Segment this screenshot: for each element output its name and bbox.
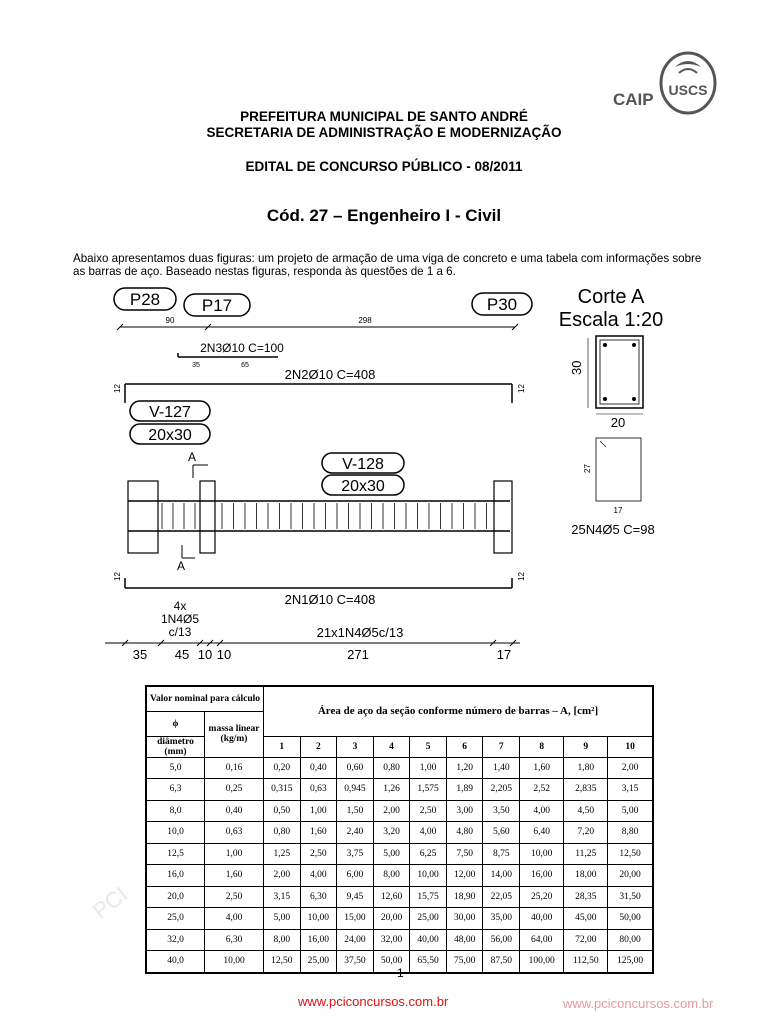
- area-cell: 6,00: [337, 865, 374, 887]
- dim-bottom-10b: 10: [216, 647, 232, 662]
- area-cell: 5,00: [373, 843, 410, 865]
- diameter-cell: 20,0: [146, 886, 205, 908]
- area-cell: 1,575: [410, 779, 447, 801]
- header-massa: massa linear (kg/m): [205, 711, 264, 757]
- logo-badge-text: USCS: [668, 82, 708, 98]
- area-cell: 1,20: [446, 757, 483, 779]
- area-cell: 9,45: [337, 886, 374, 908]
- header-line-2: SECRETARIA DE ADMINISTRAÇÃO E MODERNIZAÇÃO: [206, 125, 562, 140]
- table-row: [146, 865, 653, 887]
- area-cell: 64,00: [520, 929, 564, 951]
- area-cell: 2,835: [564, 779, 608, 801]
- stirrups-left-2: 1N4Ø5: [160, 612, 200, 626]
- cut-a-bottom: A: [177, 559, 186, 573]
- area-cell: 12,60: [373, 886, 410, 908]
- footer-link-center[interactable]: www.pciconcursos.com.br: [298, 994, 449, 1009]
- area-cell: 15,75: [410, 886, 447, 908]
- area-cell: 12,00: [446, 865, 483, 887]
- dim-bottom-17: 17: [496, 647, 512, 662]
- diameter-cell: 8,0: [146, 800, 205, 822]
- dim-35-small: 35: [192, 362, 200, 369]
- header-valor-nominal: Valor nominal para cálculo: [146, 686, 264, 711]
- area-cell: 65,50: [410, 951, 447, 973]
- area-cell: 40,00: [520, 908, 564, 930]
- section-title-1: Corte A: [577, 286, 645, 308]
- area-cell: 31,50: [608, 886, 653, 908]
- diameter-cell: 5,0: [146, 757, 205, 779]
- area-cell: 20,00: [608, 865, 653, 887]
- header-line-1: PREFEITURA MUNICIPAL DE SANTO ANDRÉ: [240, 109, 528, 124]
- header-line-3: EDITAL DE CONCURSO PÚBLICO - 08/2011: [245, 159, 523, 174]
- stirrups-left-1: 4x: [173, 599, 187, 613]
- diameter-cell: 32,0: [146, 929, 205, 951]
- area-cell: 6,40: [520, 822, 564, 844]
- column-header-bars: 2: [300, 736, 337, 757]
- area-cell: 80,00: [608, 929, 653, 951]
- column-header-bars: 3: [337, 736, 374, 757]
- column-header-bars: 10: [608, 736, 653, 757]
- table-row: [146, 757, 653, 779]
- area-cell: 2,52: [520, 779, 564, 801]
- page-title: Cód. 27 – Engenheiro I - Civil: [266, 206, 502, 225]
- area-cell: 8,80: [608, 822, 653, 844]
- area-cell: 12,50: [264, 951, 301, 973]
- area-cell: 15,00: [337, 908, 374, 930]
- area-cell: 14,00: [483, 865, 520, 887]
- area-cell: 87,50: [483, 951, 520, 973]
- dim-12-c: 12: [113, 572, 122, 581]
- area-cell: 5,60: [483, 822, 520, 844]
- mass-cell: 1,00: [205, 843, 264, 865]
- area-cell: 2,205: [483, 779, 520, 801]
- mass-cell: 0,16: [205, 757, 264, 779]
- area-cell: 0,63: [300, 779, 337, 801]
- area-cell: 30,00: [446, 908, 483, 930]
- area-cell: 32,00: [373, 929, 410, 951]
- area-cell: 8,75: [483, 843, 520, 865]
- header-phi: ϕ: [146, 711, 205, 736]
- dim-12-d: 12: [517, 572, 526, 581]
- area-cell: 25,20: [520, 886, 564, 908]
- area-cell: 16,00: [520, 865, 564, 887]
- area-cell: 2,50: [410, 800, 447, 822]
- bar-2n3-label: 2N3Ø10 C=100: [200, 341, 284, 355]
- dim-298: 298: [358, 316, 372, 325]
- column-header-bars: 1: [264, 736, 301, 757]
- header-diametro: diâmetro (mm): [146, 736, 205, 757]
- area-cell: 2,00: [264, 865, 301, 887]
- area-cell: 18,90: [446, 886, 483, 908]
- v128-label: V-128: [342, 456, 384, 473]
- area-cell: 3,20: [373, 822, 410, 844]
- column-header-bars: 6: [446, 736, 483, 757]
- mass-cell: 1,60: [205, 865, 264, 887]
- area-cell: 50,00: [608, 908, 653, 930]
- dim-bottom-45: 45: [174, 647, 190, 662]
- v127-size: 20x30: [148, 427, 192, 444]
- area-cell: 2,00: [373, 800, 410, 822]
- page-number: 1: [397, 966, 404, 980]
- column-header-bars: 8: [520, 736, 564, 757]
- area-cell: 6,25: [410, 843, 447, 865]
- column-header-bars: 9: [564, 736, 608, 757]
- area-cell: 1,50: [337, 800, 374, 822]
- caip-uscs-logo: [605, 45, 720, 115]
- v127-label: V-127: [149, 404, 191, 421]
- area-cell: 0,945: [337, 779, 374, 801]
- section-h27: 27: [583, 464, 592, 473]
- area-cell: 25,00: [410, 908, 447, 930]
- stirrups-left-3: c/13: [168, 625, 192, 639]
- column-header-bars: 7: [483, 736, 520, 757]
- dim-12-a: 12: [113, 384, 122, 393]
- area-cell: 4,80: [446, 822, 483, 844]
- column-header-bars: 5: [410, 736, 447, 757]
- area-cell: 5,00: [608, 800, 653, 822]
- area-cell: 3,50: [483, 800, 520, 822]
- area-cell: 25,00: [300, 951, 337, 973]
- section-a-drawing: [548, 283, 708, 543]
- p17-label: P17: [201, 296, 233, 315]
- table-row: [146, 800, 653, 822]
- area-cell: 2,40: [337, 822, 374, 844]
- area-cell: 0,40: [300, 757, 337, 779]
- area-cell: 2,50: [300, 843, 337, 865]
- area-cell: 1,89: [446, 779, 483, 801]
- table-row: [146, 886, 653, 908]
- section-w20: 20: [610, 415, 626, 430]
- section-title-2: Escala 1:20: [558, 309, 664, 331]
- area-cell: 1,00: [300, 800, 337, 822]
- intro-paragraph: Abaixo apresentamos duas figuras: um projeto de armação de uma viga de concreto e uma tabela com informações sobre as barras de aço. Baseado nestas figuras, responda às questões de 1 a 6.: [73, 252, 702, 278]
- diameter-cell: 25,0: [146, 908, 205, 930]
- p28-label: P28: [129, 290, 161, 309]
- table-row: [146, 843, 653, 865]
- area-cell: 1,40: [483, 757, 520, 779]
- mass-cell: 6,30: [205, 929, 264, 951]
- mass-cell: 2,50: [205, 886, 264, 908]
- table-row: [146, 779, 653, 801]
- header-area-aco: Área de aço da seção conforme número de barras – A, [cm²]: [264, 686, 654, 736]
- area-cell: 4,00: [520, 800, 564, 822]
- table-row: [146, 929, 653, 951]
- table-row: [146, 822, 653, 844]
- area-cell: 72,00: [564, 929, 608, 951]
- area-cell: 8,00: [264, 929, 301, 951]
- bar-2n1-label: 2N1Ø10 C=408: [284, 592, 376, 607]
- section-stirrup-label: 25N4Ø5 C=98: [571, 522, 655, 537]
- area-cell: 2,00: [608, 757, 653, 779]
- p30-label: P30: [486, 295, 518, 314]
- area-cell: 1,26: [373, 779, 410, 801]
- area-cell: 12,50: [608, 843, 653, 865]
- column-header-bars: 4: [373, 736, 410, 757]
- cut-a-top: A: [188, 450, 197, 464]
- area-cell: 100,00: [520, 951, 564, 973]
- area-cell: 28,35: [564, 886, 608, 908]
- mass-cell: 10,00: [205, 951, 264, 973]
- area-cell: 10,00: [410, 865, 447, 887]
- area-cell: 5,00: [264, 908, 301, 930]
- section-h30: 30: [569, 360, 584, 375]
- beam-reinforcement-drawing: [100, 283, 540, 668]
- area-cell: 16,00: [300, 929, 337, 951]
- mass-cell: 0,63: [205, 822, 264, 844]
- area-cell: 0,80: [264, 822, 301, 844]
- area-cell: 1,60: [520, 757, 564, 779]
- dim-65: 65: [241, 362, 249, 369]
- v128-size: 20x30: [341, 478, 385, 495]
- area-cell: 40,00: [410, 929, 447, 951]
- area-cell: 3,75: [337, 843, 374, 865]
- area-cell: 24,00: [337, 929, 374, 951]
- area-cell: 37,50: [337, 951, 374, 973]
- area-cell: 1,60: [300, 822, 337, 844]
- dim-bottom-10a: 10: [197, 647, 213, 662]
- area-cell: 1,80: [564, 757, 608, 779]
- stirrup-ticks: [162, 503, 487, 529]
- area-cell: 7,20: [564, 822, 608, 844]
- area-cell: 18,00: [564, 865, 608, 887]
- area-cell: 1,25: [264, 843, 301, 865]
- area-cell: 7,50: [446, 843, 483, 865]
- mass-cell: 4,00: [205, 908, 264, 930]
- area-cell: 10,00: [300, 908, 337, 930]
- stirrups-main-label: 21x1N4Ø5c/13: [316, 625, 404, 640]
- diameter-cell: 16,0: [146, 865, 205, 887]
- area-cell: 45,00: [564, 908, 608, 930]
- area-cell: 1,00: [410, 757, 447, 779]
- area-cell: 10,00: [520, 843, 564, 865]
- area-cell: 112,50: [564, 951, 608, 973]
- footer-link-right[interactable]: www.pciconcursos.com.br: [563, 996, 714, 1011]
- logo-left-text: CAIP: [613, 90, 654, 109]
- table-row: [146, 908, 653, 930]
- area-cell: 56,00: [483, 929, 520, 951]
- area-cell: 35,00: [483, 908, 520, 930]
- area-cell: 3,15: [264, 886, 301, 908]
- area-cell: 11,25: [564, 843, 608, 865]
- dim-90: 90: [165, 316, 175, 325]
- area-cell: 4,50: [564, 800, 608, 822]
- diameter-cell: 10,0: [146, 822, 205, 844]
- watermark: PCI: [87, 881, 133, 924]
- area-cell: 0,80: [373, 757, 410, 779]
- area-cell: 0,60: [337, 757, 374, 779]
- area-cell: 20,00: [373, 908, 410, 930]
- dim-bottom-271: 271: [347, 647, 369, 662]
- area-cell: 8,00: [373, 865, 410, 887]
- dim-bottom-35: 35: [132, 647, 148, 662]
- diameter-cell: 6,3: [146, 779, 205, 801]
- diameter-cell: 12,5: [146, 843, 205, 865]
- area-cell: 22,05: [483, 886, 520, 908]
- area-cell: 125,00: [608, 951, 653, 973]
- area-cell: 6,30: [300, 886, 337, 908]
- bar-2n2-label: 2N2Ø10 C=408: [284, 367, 376, 382]
- area-cell: 4,00: [410, 822, 447, 844]
- area-cell: 3,15: [608, 779, 653, 801]
- section-w17: 17: [613, 506, 623, 515]
- mass-cell: 0,25: [205, 779, 264, 801]
- area-cell: 48,00: [446, 929, 483, 951]
- area-cell: 3,00: [446, 800, 483, 822]
- area-cell: 0,50: [264, 800, 301, 822]
- area-cell: 4,00: [300, 865, 337, 887]
- area-cell: 0,315: [264, 779, 301, 801]
- dim-12-b: 12: [517, 384, 526, 393]
- diameter-cell: 40,0: [146, 951, 205, 973]
- steel-area-table: [145, 685, 654, 974]
- area-cell: 0,20: [264, 757, 301, 779]
- area-cell: 75,00: [446, 951, 483, 973]
- area-cell: 50,00: [373, 951, 410, 973]
- mass-cell: 0,40: [205, 800, 264, 822]
